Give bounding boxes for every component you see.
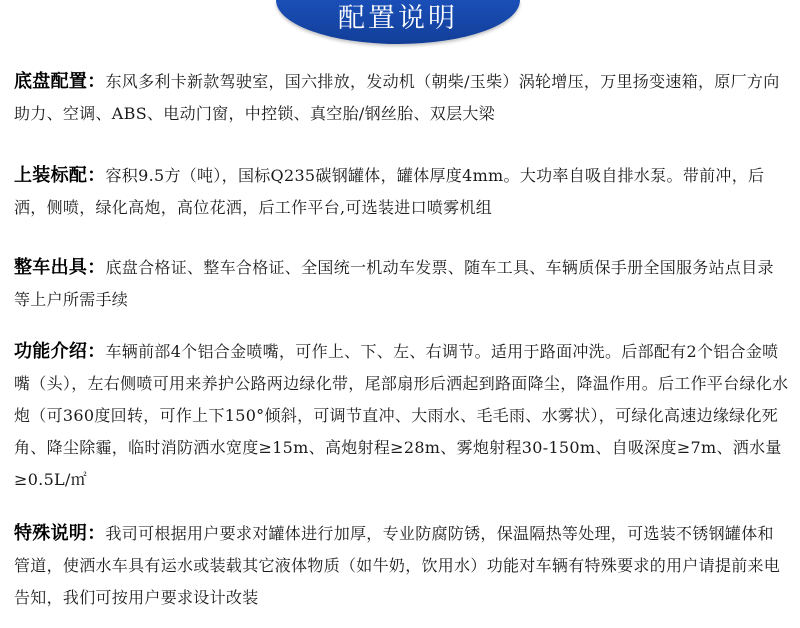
section-banner xyxy=(276,0,520,44)
banner-title: 配置说明 xyxy=(338,3,458,34)
section-function-intro xyxy=(14,336,790,496)
section-text: 车辆前部4个铝合金喷嘴，可作上、下、左、右调节。适用于路面冲洗。后部配有2个铝合金喷嘴（头），左右侧喷可用来养护公路两边绿化带，尾部扇形后洒起到路面降尘，降温作用。后工作平台绿化水炮（可360度回转，可作上下150°倾斜，可调节直冲、大雨水、毛毛雨、水雾状），可绿化高速边缘绿化死角、降尘除霾，临时消防洒水宽度≥15m、高炮射程≥28m、雾炮射程30-150m、自吸深度≥7m、洒水量≥0.5L/㎡ xyxy=(14,342,789,489)
section-label: 整车出具： xyxy=(14,257,106,278)
section-chassis-config xyxy=(14,66,790,130)
section-text: 东风多利卡新款驾驶室，国六排放，发动机（朝柴/玉柴）涡轮增压，万里扬变速箱，原厂方向助力、空调、ABS、电动门窗，中控锁、真空胎/钢丝胎、双层大梁 xyxy=(14,72,780,123)
section-label: 功能介绍： xyxy=(14,341,106,362)
section-special-notes xyxy=(14,518,790,614)
section-label: 底盘配置： xyxy=(14,71,106,92)
section-text: 底盘合格证、整车合格证、全国统一机动车发票、随车工具、车辆质保手册全国服务站点目录等上户所需手续 xyxy=(14,258,774,309)
section-vehicle-documents xyxy=(14,252,790,316)
section-label: 上装标配： xyxy=(14,165,106,186)
section-text: 容积9.5方（吨），国标Q235碳钢罐体，罐体厚度4mm。大功率自吸自排水泵。带前冲，后洒，侧喷，绿化高炮，高位花洒，后工作平台,可选装进口喷雾机组 xyxy=(14,166,765,217)
section-body-standard xyxy=(14,160,790,224)
section-text: 我司可根据用户要求对罐体进行加厚，专业防腐防锈，保温隔热等处理，可选装不锈钢罐体和管道，使洒水车具有运水或装载其它液体物质（如牛奶，饮用水）功能对车辆有特殊要求的用户请提前来电告知，我们可按用户要求设计改装 xyxy=(14,524,781,607)
section-label: 特殊说明： xyxy=(14,523,106,544)
